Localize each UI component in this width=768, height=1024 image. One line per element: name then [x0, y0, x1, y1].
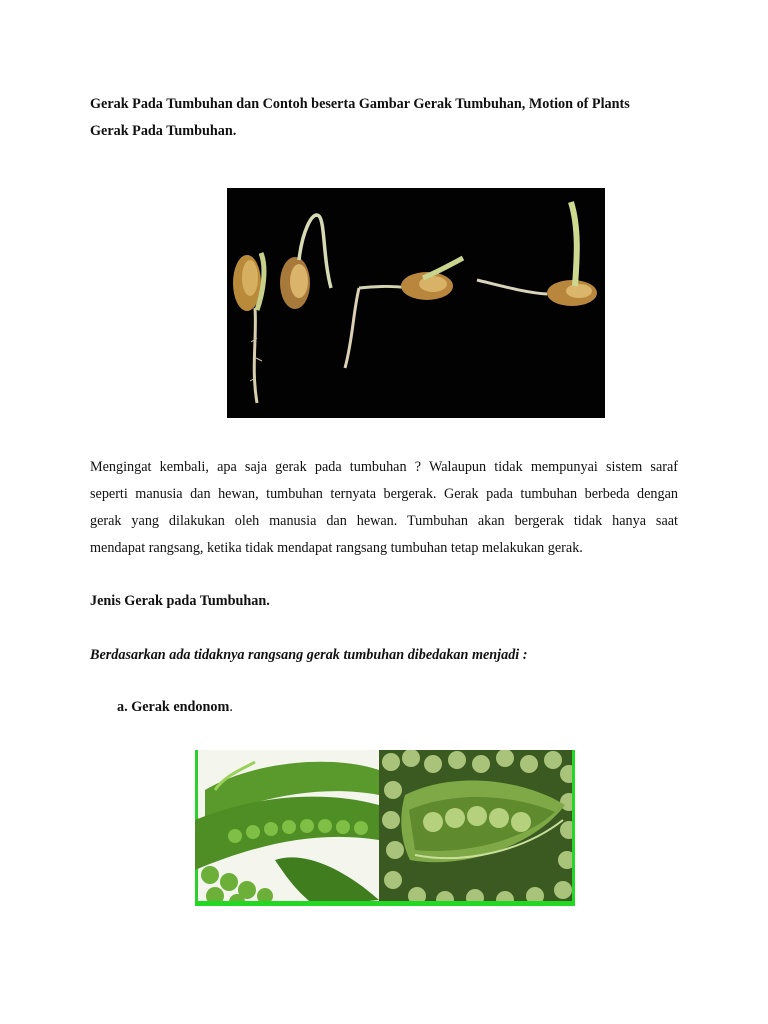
list-item-a-period: .: [229, 699, 233, 715]
paragraph-line: Mengingat kembali, apa saja gerak pada tumbuhan ? Walaupun tidak mempunyai sistem saraf: [90, 459, 678, 475]
pea-pods-right-panel: [379, 750, 575, 906]
document-title: [90, 91, 690, 145]
section-heading: Jenis Gerak pada Tumbuhan.: [90, 593, 270, 609]
intro-paragraph: [90, 454, 678, 562]
germinating-seeds-photo: [227, 188, 605, 418]
title-line-1: Gerak Pada Tumbuhan dan Contoh beserta Gambar Gerak Tumbuhan, Motion of Plants: [90, 96, 630, 112]
title-line-2: Gerak Pada Tumbuhan.: [90, 123, 237, 139]
subsection-heading: Berdasarkan ada tidaknya rangsang gerak tumbuhan dibedakan menjadi :: [90, 647, 528, 663]
list-item-a-label: a. Gerak endonom: [117, 699, 230, 715]
paragraph-line: seperti manusia dan hewan, tumbuhan ternyata bergerak. Gerak pada tumbuhan berbeda dengan: [90, 486, 678, 502]
paragraph-line: mendapat rangsang, ketika tidak mendapat rangsang tumbuhan tetap melakukan gerak.: [90, 540, 583, 556]
pea-pods-left-panel: [195, 750, 379, 906]
pea-pods-photo: [195, 750, 575, 906]
list-item-a: [117, 695, 233, 719]
paragraph-line: gerak yang dilakukan oleh manusia dan hewan. Tumbuhan akan bergerak tidak hanya saat: [90, 513, 678, 529]
